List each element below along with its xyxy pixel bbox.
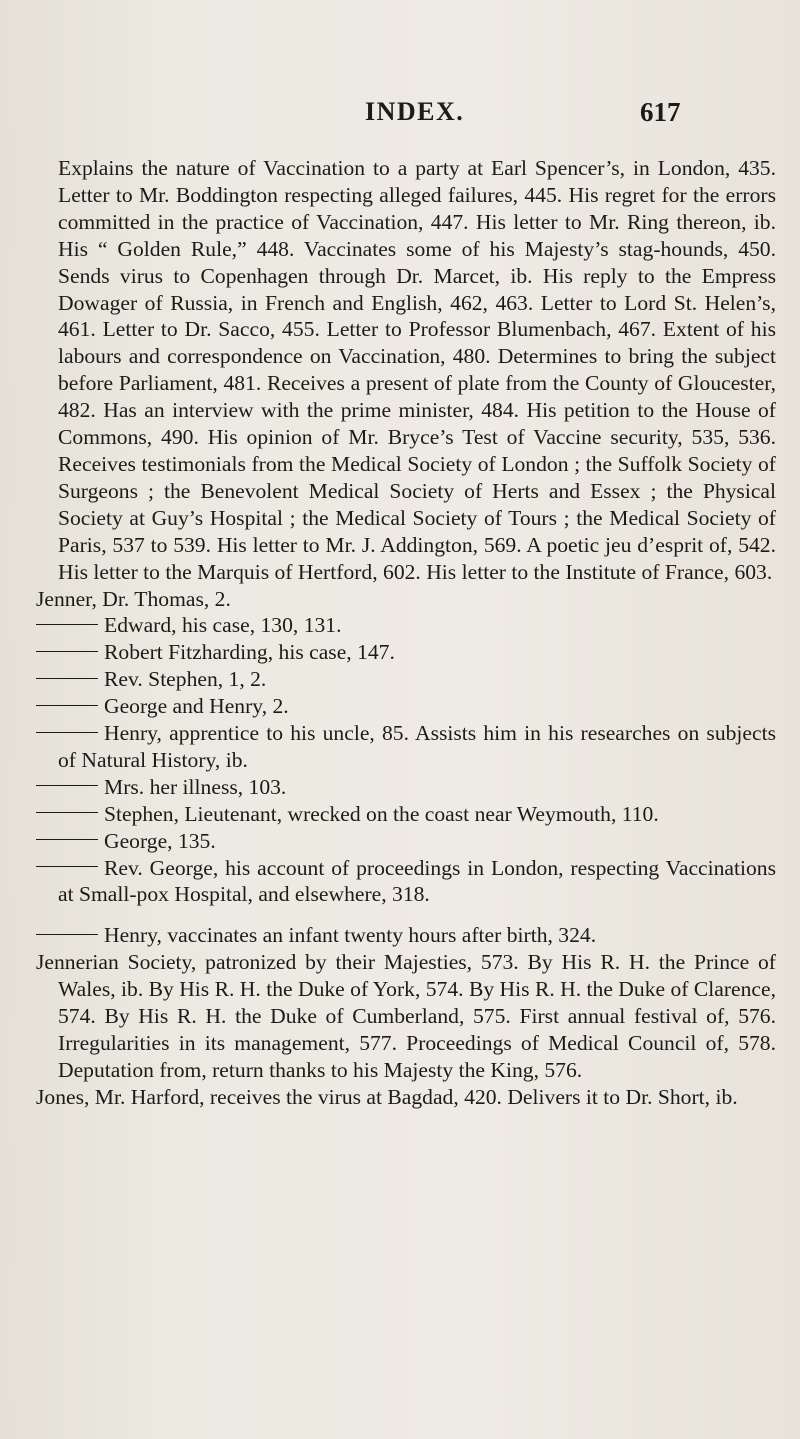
subentry-text: Edward, his case, 130, 131. [104, 613, 342, 638]
index-entry-main: Jenner, Dr. Thomas, 2. [36, 586, 231, 611]
index-subentry [36, 693, 776, 720]
subentry-text: Stephen, Lieutenant, wrecked on the coast near Weymouth, 110. [104, 801, 659, 826]
index-entry-continuation: Explains the nature of Vaccination to a party at Earl Spencer’s, in London, 435. Letter to Mr. Boddington respecting alleged failures, 445. His regret for the errors committed in the practice of Vaccination, 447. His letter to Mr. Ring thereon, ib. His “ Golden Rule,” 448. Vaccinates some of his Majesty’s stag-hounds, 450. Sends virus to Copenhagen through Dr. Marcet, ib. His reply to the Empress Dowager of Russia, in French and English, 462, 463. Letter to Lord St. Helen’s, 461. Letter to Dr. Sacco, 455. Letter to Professor Blumenbach, 467. Extent of his labours and correspondence on Vaccination, 480. Determines to bring the subject before Parliament, 481. Receives a present of plate from the County of Gloucester, 482. Has an interview with the prime minister, 484. His petition to the House of Commons, 490. His opinion of Mr. Bryce’s Test of Vaccine security, 535, 536. Receives testimonials from the Medical Society of London ; the Suffolk Society of Surgeons ; the Benevolent Medical Society of Herts and Essex ; the Physical Society at Guy’s Hospital ; the Medical Society of Tours ; the Medical Society of Paris, 537 to 539. His letter to Mr. J. Addington, 569. A poetic jeu d’esprit of, 542. His letter to the Marquis of Hertford, 602. His letter to the Institute of France, 603. [58, 156, 776, 584]
index-subentry [36, 666, 776, 693]
page-header [0, 97, 800, 137]
index-subentry [36, 828, 776, 855]
index-subentry [36, 639, 776, 666]
subentry-text: Rev. Stephen, 1, 2. [104, 667, 267, 692]
dash-rule [36, 812, 98, 813]
index-subentry [36, 855, 776, 909]
dash-rule [36, 934, 98, 935]
subentry-text: Robert Fitzharding, his case, 147. [104, 640, 395, 665]
dash-rule [36, 678, 98, 679]
index-entry-main: Jones, Mr. Harford, receives the virus at Bagdad, 420. Delivers it to Dr. Short, ib. [36, 1084, 738, 1109]
index-subentry [36, 774, 776, 801]
subentry-text: Rev. George, his account of proceedings in London, respecting Vaccinations at Small-pox Hospital, and elsewhere, 318. [58, 855, 776, 907]
dash-rule [36, 866, 98, 867]
subentry-text: Mrs. her illness, 103. [104, 774, 287, 799]
index-subentry [36, 801, 776, 828]
index-subentry [36, 720, 776, 774]
subentry-text: George, 135. [104, 828, 216, 853]
dash-rule [36, 651, 98, 652]
subentry-text: Henry, apprentice to his uncle, 85. Assists him in his researches on subjects of Natural History, ib. [58, 721, 776, 772]
subentry-text: Henry, vaccinates an infant twenty hours after birth, 324. [104, 923, 597, 948]
spacer [36, 908, 776, 922]
subentry-text: George and Henry, 2. [104, 694, 289, 719]
page-number: 617 [640, 97, 681, 127]
index-subentry [36, 922, 776, 949]
dash-rule [36, 839, 98, 840]
index-content [36, 155, 776, 1111]
index-entry-main: Jennerian Society, patronized by their Majesties, 573. By His R. H. the Prince of Wales, ib. By His R. H. the Duke of York, 574. By His R. H. the Duke of Clarence, 574. By His R. H. the Duke of Cumberland, 575. First annual festival of, 576. Irregularities in its management, 577. Proceedings of Medical Council of, 578. Deputation from, return thanks to his Majesty the King, 576. [36, 950, 776, 1082]
page-title: INDEX. [365, 97, 465, 126]
dash-rule [36, 705, 98, 706]
dash-rule [36, 624, 98, 625]
dash-rule [36, 785, 98, 786]
dash-rule [36, 732, 98, 733]
index-subentry [36, 612, 776, 639]
